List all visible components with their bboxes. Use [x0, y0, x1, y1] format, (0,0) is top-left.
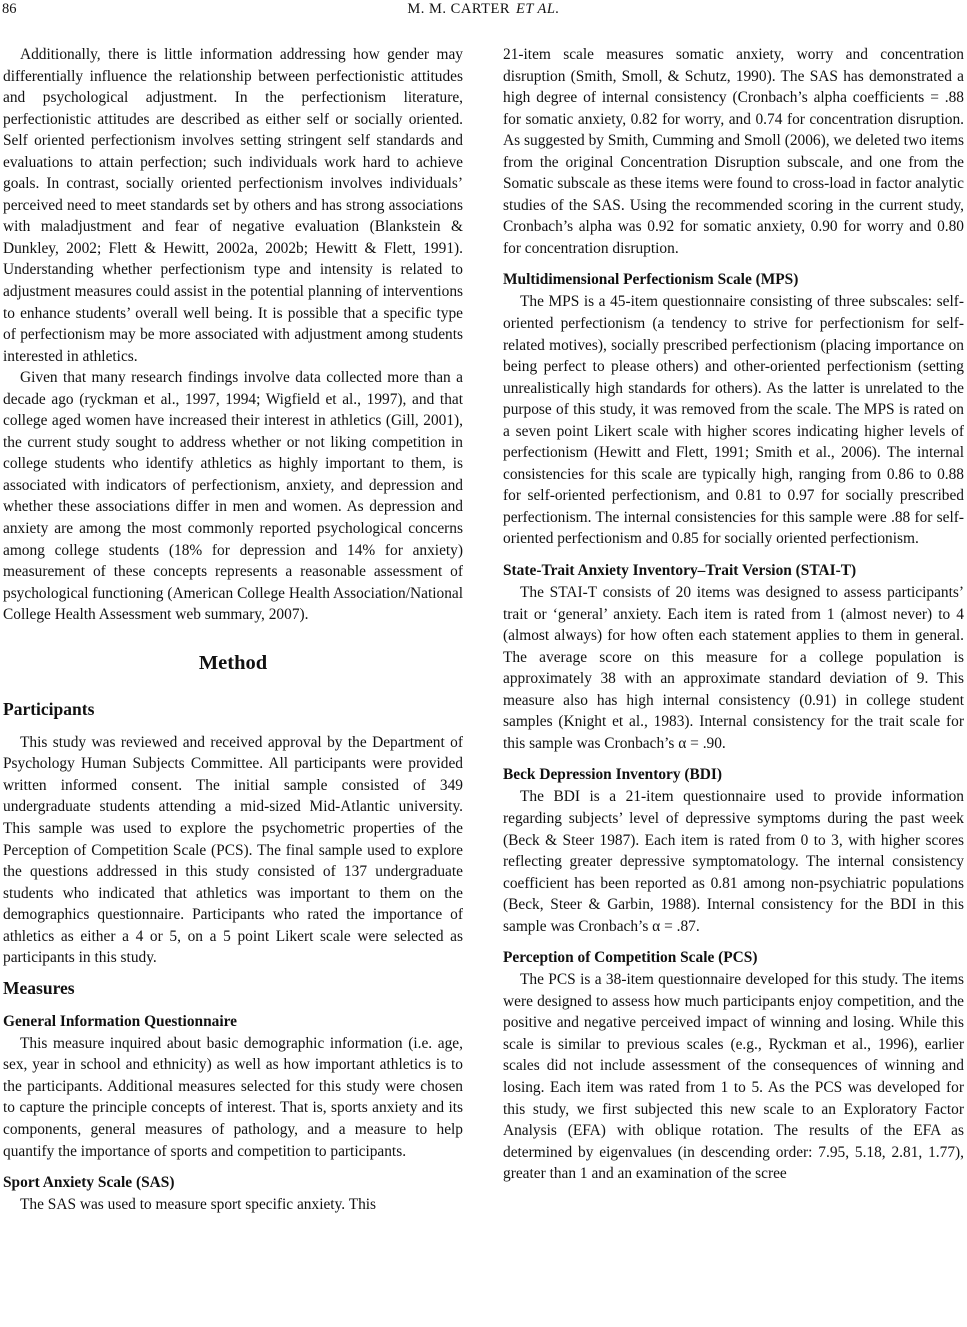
mps-paragraph: The MPS is a 45-item questionnaire consisting of three subscales: self-oriented perfectionism (a tendency to strive for perfectionism for self-related motives), socially prescribed perfectionism (placing importance on being perfect to please others) and other-oriented perfectionism (setting unrealistically high standards for others). As the latter is unrelated to the purpose of this study, it was removed from the scale. The MPS is rated on a seven point Likert scale with higher scores indicating higher levels of perfectionism (Hewitt and Flett, 1991; Smith et al., 2006). The internal consistencies for this scale are typically high, ranging from 0.86 to 0.88 for self-oriented perfectionism, and 0.81 to 0.97 for socially prescribed perfectionism. The internal consistencies for this sample were .88 for self-oriented perfectionism and 0.85 for socially oriented perfectionism.: [503, 293, 964, 548]
participants-heading: Participants: [3, 698, 95, 719]
stai-heading: State-Trait Anxiety Inventory–Trait Version (STAI-T): [503, 562, 857, 580]
running-header: [0, 0, 967, 30]
running-head-etal: ET AL.: [516, 1, 560, 17]
running-head-authors: M. M. CARTER: [407, 1, 511, 17]
sas-heading: Sport Anxiety Scale (SAS): [3, 1174, 175, 1192]
bdi-paragraph: The BDI is a 21-item questionnaire used to provide information regarding subjects’ level of depressive symptoms during the past week (Beck & Steer 1987). Each item is rated from 0 to 3, with higher scores reflecting greater depressive symptomatology. The internal consistency coefficient has been reported as 0.81 among non-psychiatric populations (Beck, Steer & Garbin, 1988). Internal consistency for the BDI in this sample was Cronbach’s α = .87.: [503, 788, 964, 935]
giq-paragraph: This measure inquired about basic demographic information (i.e. age, sex, year in school and ethnicity) as well as how important athletics is to the participants. Additional measures selected for this study were chosen to capture the principle concepts of interest. That is, sports anxiety and its components, general measures of pathology, and a measure to help quantify the importance of sports and competition to participants.: [3, 1034, 463, 1160]
bdi-heading: Beck Depression Inventory (BDI): [503, 766, 723, 784]
measures-heading: Measures: [3, 977, 75, 998]
pcs-heading: Perception of Competition Scale (PCS): [503, 949, 758, 967]
sas-paragraph-continued: 21-item scale measures somatic anxiety, worry and concentration disruption (Smith, Smoll, & Schutz, 1990). The SAS has demonstrated a high degree of internal consistency (Cronbach’s alpha coefficients = .88 for somatic anxiety, 0.82 for worry, and 0.74 for concentration disruption. As suggested by Smith, Cumming and Smoll (2006), we deleted two items from the original Concentration Disruption subscale, and one from the Somatic subscale as these items were found to cross-load in factor analytic studies of the SAS. Using the recommended scoring in the current study, Cronbach’s alpha was 0.92 for somatic anxiety, 0.90 for worry and 0.80 for concentration disruption.: [503, 46, 964, 257]
sas-paragraph-start: The SAS was used to measure sport specific anxiety. This: [20, 1196, 377, 1214]
page-number: 86: [2, 1, 17, 17]
right-column: [503, 44, 964, 1327]
left-column: [3, 44, 463, 1327]
running-head: [0, 1, 967, 18]
giq-heading: General Information Questionnaire: [3, 1012, 237, 1030]
intro-paragraph-1: Additionally, there is little information addressing how gender may differentially influence the relationship between perfectionistic attitudes and psychological adjustment. In the perfectionism literature, perfectionistic attitudes are described as either self or socially oriented. Self oriented perfectionism involves setting stringent self standards and evaluations to attain perfection; such individuals work hard to achieve goals. In contrast, socially oriented perfectionism involves individuals’ perceived need to meet standards set by others and has strong associations with maladjustment and fear of negative evaluation (Blankstein & Dunkley, 2002; Flett & Hewitt, 2002a, 2002b; Hewitt & Flett, 1991). Understanding whether perfectionism type and intensity is related to adjustment measures could assist in the potential planning of interventions to enhance students’ overall well being. It is possible that a specific type of perfectionism may be more associated with adjustment among students interested in athletics.: [3, 46, 463, 365]
participants-paragraph: This study was reviewed and received approval by the Department of Psychology Human Subjects Committee. All participants were provided written informed consent. The initial sample consisted of 349 undergraduate students attending a mid-sized Mid-Atlantic university. This sample was used to explore the psychometric properties of the Perception of Competition Scale (PCS). The final sample used to explore the questions addressed in this study consisted of 137 undergraduate students who indicated that athletics was important to them on the demographics questionnaire. Participants who rated the importance of athletics as either a 4 or 5, on a 5 point Likert scale were selected as participants in this study.: [3, 733, 463, 967]
method-heading: Method: [198, 651, 268, 674]
stai-paragraph: The STAI-T consists of 20 items was designed to assess participants’ trait or ‘general’ anxiety. Each item is rated from 1 (almost never) to 4 (almost always) for how often each statement applies to them in general. The average score on this measure for a college population is approximately 38 with an approximate standard deviation of 9. This measure also has high internal consistency (0.91) in college student samples (Knight et al., 1983). Internal consistency for the trait scale for this sample was Cronbach’s α = .90.: [503, 584, 964, 752]
mps-heading: Multidimensional Perfectionism Scale (MPS): [503, 271, 799, 289]
intro-paragraph-2: Given that many research findings involve data collected more than a decade ago (ryckman et al., 1997, 1994; Wigfield et al., 1997), and that college aged women have increased their interest in athletics (Gill, 2001), the current study sought to address whether or not liking competition in college students who identify athletics as highly important to them, is associated with indicators of perfectionism, anxiety, and depression and whether these associations differ in men and women. As depression and anxiety are among the most commonly reported psychological concerns among college students (18% for depression and 14% for anxiety) measurement of these concepts represents a reasonable assessment of psychological functioning (American College Health Association/National College Health Assessment web summary, 2007).: [3, 369, 463, 624]
pcs-paragraph: The PCS is a 38-item questionnaire developed for this study. The items were designed to assess how much participants enjoy competition, and the positive and negative perceived impact of winning and losing. While this scale is similar to previous scales (e.g., Ryckman et al., 1996), earlier scales did not include assessment of the consequences of winning and losing. Each item was rated from 1 to 5. As the PCS was developed for this study, we first subjected this new scale to an Exploratory Factor Analysis (EFA) with oblique rotation. The results of the EFA as determined by eigenvalues (in descending order: 7.95, 5.18, 2.81, 1.77), greater than 1 and an examination of the scree: [503, 971, 964, 1183]
